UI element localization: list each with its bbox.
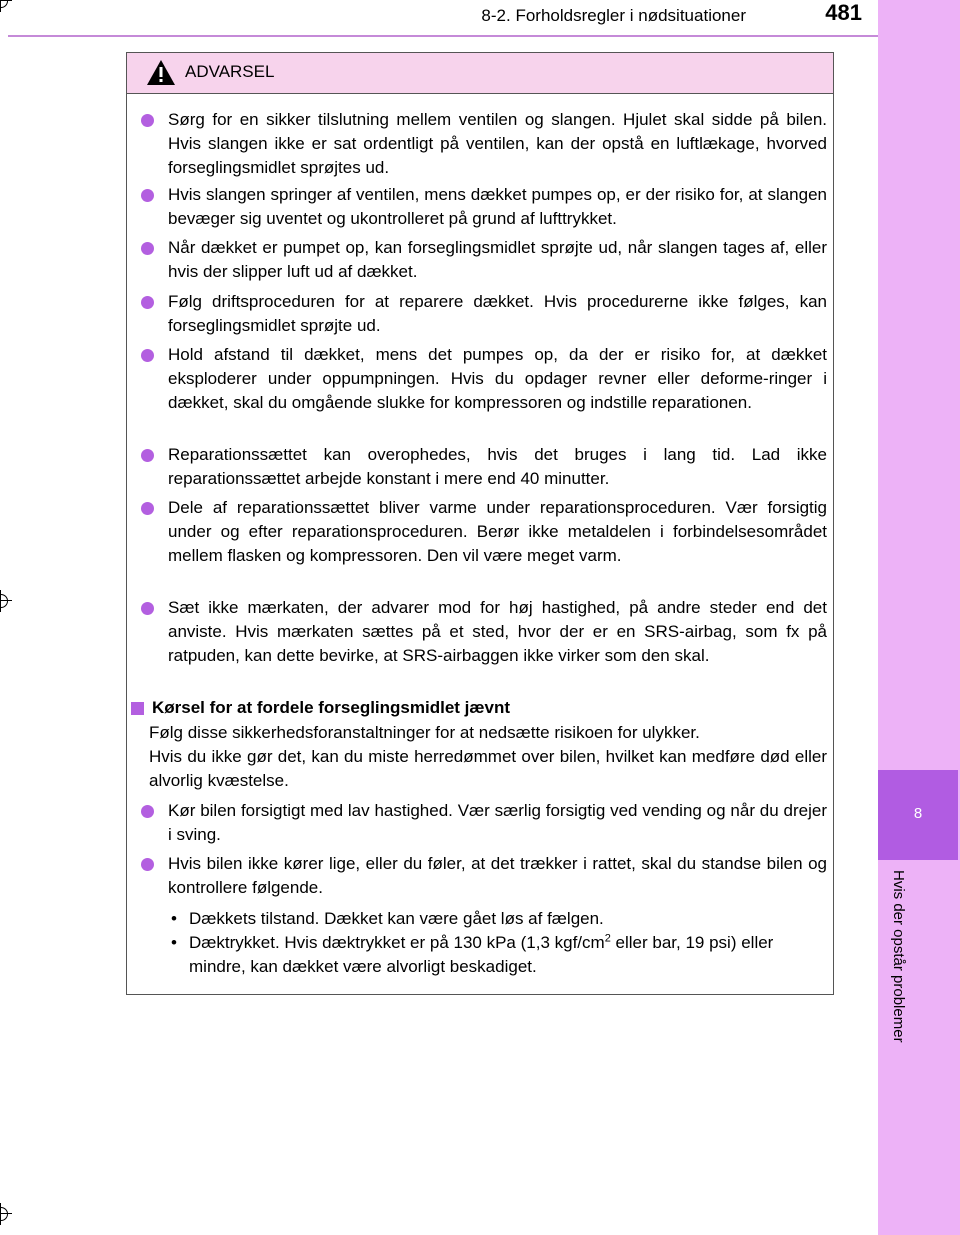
list-item: Når dækket er pumpet op, kan forseglingsmidlet sprøjte ud, når slangen tages af, eller hvis der slipper luft ud af dækket. xyxy=(141,236,827,284)
bullet-icon xyxy=(141,189,154,202)
bullet-icon xyxy=(141,296,154,309)
chapter-title: Hvis der opstår problemer xyxy=(890,870,907,1043)
warning-box xyxy=(126,52,834,995)
square-bullet-icon xyxy=(131,702,144,715)
section-paragraph: Følg disse sikkerhedsforanstaltninger for at nedsætte risikoen for ulykker. xyxy=(149,723,700,742)
bullet-icon xyxy=(141,242,154,255)
list-item: Reparationssættet kan overophedes, hvis det bruges i lang tid. Lad ikke reparationssættet arbejde konstant i mere end 40 minutter. xyxy=(141,443,827,491)
bullet-icon xyxy=(141,858,154,871)
list-item: Hold afstand til dækket, mens det pumpes op, da der er risiko for, at dækket eksploderer under oppumpningen. Hvis du opdager revner eller deforme-ringer i dækket, skal du omgående slukke for kompressoren og indstille reparationen. xyxy=(141,343,827,415)
bullet-icon xyxy=(141,602,154,615)
bullet-icon xyxy=(141,349,154,362)
list-item: Kør bilen forsigtigt med lav hastighed. Vær særlig forsigtig ved vending og når du drejer i sving. xyxy=(141,799,827,847)
section-heading: Kørsel for at fordele forseglingsmidlet jævnt xyxy=(152,698,511,717)
bullet-icon xyxy=(141,805,154,818)
section-heading-row xyxy=(131,696,827,720)
header-rule xyxy=(8,35,878,37)
bullet-icon xyxy=(141,449,154,462)
section-paragraph: Hvis du ikke gør det, kan du miste herredømmet over bilen, hvilket kan medføre død eller alvorlig kvæstelse. xyxy=(149,747,827,790)
sub-list-item: • Dæktrykket. Hvis dæktrykket er på 130 kPa (1,3 kgf/$cm^2$ eller bar, 19 psi) eller mindre, kan dækket være alvorligt beskadiget. xyxy=(171,932,774,976)
chapter-number: 8 xyxy=(913,805,923,822)
crop-mark-mid-left xyxy=(0,590,12,612)
sub-bullet: • xyxy=(171,933,177,952)
list-item: Dele af reparationssættet bliver varme under reparationsproceduren. Vær forsigtig under og efter reparationsproceduren. Berør ikke metaldelen i forbindelsesområdet mellem flasken og kompressoren. Den vil være meget varm. xyxy=(141,496,827,568)
section-title: 8-2. Forholdsregler i nødsituationer xyxy=(481,6,746,25)
list-item: Følg driftsproceduren for at reparere dækket. Hvis procedurerne ikke følges, kan forseglingsmidlet sprøjte ud. xyxy=(141,290,827,338)
list-item: Sæt ikke mærkaten, der advarer mod for høj hastighed, på andre steder end det anviste. Hvis mærkaten sættes på et sted, hvor der er en SRS-airbag, som fx på ratpuden, kan dette bevirke, at SRS-airbaggen ikke virker som den skal. xyxy=(141,596,827,668)
sub-bullet: • xyxy=(171,909,177,928)
bullet-icon xyxy=(141,502,154,515)
list-item: Hvis bilen ikke kører lige, eller du føler, at det trækker i rattet, skal du standse bilen og kontrollere følgende. xyxy=(141,852,827,900)
crop-mark-bottom-left xyxy=(0,1203,12,1225)
warning-header xyxy=(127,53,833,94)
chapter-title-vertical xyxy=(880,870,920,1100)
chapter-number-box xyxy=(878,770,958,860)
page-number: 481 xyxy=(825,0,862,25)
sub-list-item: • Dækkets tilstand. Dækket kan være gået løs af fælgen. xyxy=(171,907,827,931)
list-item: Hvis slangen springer af ventilen, mens dækket pumpes op, er der risiko for, at slangen bevæger sig uventet og ukontrolleret på grund af lufttrykket. xyxy=(141,183,827,231)
warning-label: ADVARSEL xyxy=(185,62,275,81)
bullet-icon xyxy=(141,114,154,127)
warning-triangle-icon xyxy=(146,59,176,86)
list-item: Sørg for en sikker tilslutning mellem ventilen og slangen. Hjulet skal sidde på bilen. Hvis slangen ikke er sat ordentligt på ventilen, kan der opstå en luftlækage, hvorved forseglingsmidlet sprøjtes ud. xyxy=(141,108,827,180)
page-header xyxy=(0,0,878,34)
